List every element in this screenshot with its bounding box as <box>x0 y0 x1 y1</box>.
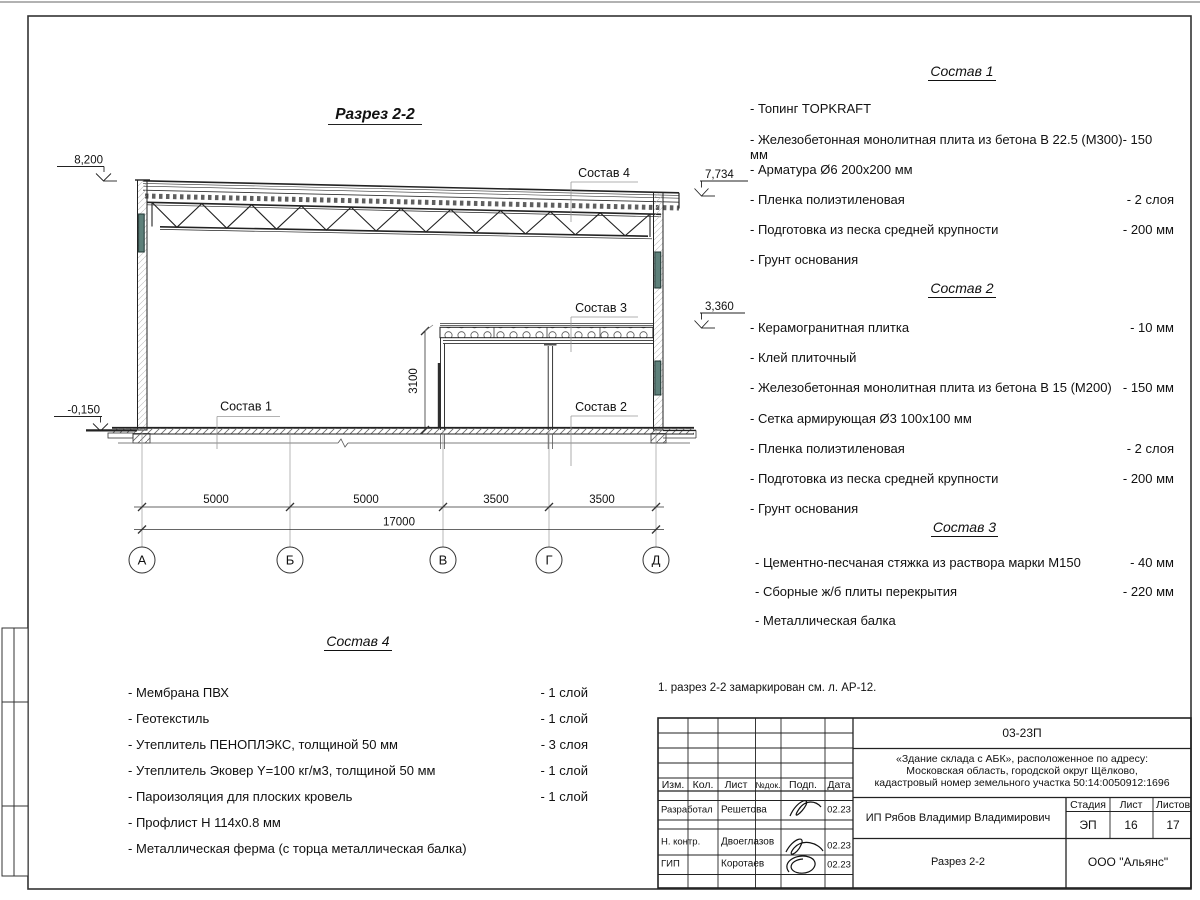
dim-5000-a: 5000 <box>203 494 229 506</box>
axis-b: Б <box>285 552 295 568</box>
tb-col-ndok: №док. <box>755 780 781 790</box>
tb-col-podp: Подп. <box>789 779 817 791</box>
item-text: - Подготовка из песка средней крупности <box>750 222 999 237</box>
item-text: - Профлист Н 114x0.8 мм <box>128 815 281 830</box>
sheet-note: 1. разрез 2-2 замаркирован см. л. АР-12. <box>658 682 877 694</box>
item-qty: - 2 слоя <box>1126 441 1174 456</box>
tb-name-reshetova: Решетова <box>721 804 767 816</box>
tb-doc-code: 03-23П <box>1002 726 1042 740</box>
elev-8200-value: 8,200 <box>74 154 103 167</box>
tb-role-nkontr: Н. контр. <box>661 836 701 848</box>
tb-section-name: Разрез 2-2 <box>930 856 986 868</box>
elev-7734-value: 7,734 <box>705 169 734 181</box>
item-qty: - 220 мм <box>1122 584 1174 599</box>
roof-truss <box>147 202 661 239</box>
item-qty: - 200 мм <box>1122 471 1174 486</box>
item-text: - Арматура Ø6 200x200 мм <box>750 162 913 177</box>
dim-3100-value: 3100 <box>408 368 420 394</box>
item-text: - Грунт основания <box>750 252 859 267</box>
dim-3100 <box>408 325 433 434</box>
tb-date-3: 02.23 <box>827 859 851 871</box>
signature-korotaev <box>787 856 815 873</box>
dim-total: 17000 <box>383 516 415 529</box>
tb-col-list: Лист <box>724 779 748 791</box>
item-qty: - 150 мм <box>1122 380 1174 395</box>
tb-org: ООО "Альянс" <box>1087 855 1169 869</box>
item-text: - Мембрана ПВХ <box>128 685 229 700</box>
axis-d: Д <box>651 552 661 568</box>
item-text: - Пароизоляция для плоских кровель <box>128 789 353 804</box>
item-qty: - 200 мм <box>1122 222 1174 237</box>
comp2-title: Состав 2 <box>930 280 994 296</box>
elevation-minus0150 <box>54 417 114 432</box>
item-text: - Утеплитель Эковер Y=100 кг/м3, толщиной 50 мм <box>128 763 436 778</box>
signature-reshetova <box>790 801 821 816</box>
item-qty: - 1 слой <box>540 685 588 700</box>
dim-5000-b: 5000 <box>353 494 379 506</box>
tb-date-1: 02.23 <box>827 804 851 816</box>
item-qty: - 1 слой <box>540 763 588 778</box>
axis-bubbles <box>129 547 669 573</box>
tb-sheet-value: 16 <box>1124 818 1138 832</box>
tb-stage-label: Стадия <box>1070 799 1106 811</box>
item-text: - Подготовка из песка средней крупности <box>750 471 999 486</box>
comp4-title: Состав 4 <box>326 633 390 649</box>
item-qty: - 10 мм <box>1130 320 1174 335</box>
callout-sostav1: Состав 1 <box>220 399 272 414</box>
elevation-7734 <box>695 181 749 196</box>
elevation-8200 <box>57 167 117 182</box>
callout-sostav2: Состав 2 <box>575 400 627 414</box>
dim-3500-a: 3500 <box>483 494 509 506</box>
tb-stage-value: ЭП <box>1079 818 1097 832</box>
axis-v: В <box>438 552 448 568</box>
item-text: - Керамогранитная плитка <box>750 320 910 335</box>
item-text: - Металлическая ферма (с торца металлическая балка) <box>128 841 467 856</box>
tb-date-2: 02.23 <box>827 840 851 852</box>
tb-role-razrabotal: Разработал <box>661 804 713 816</box>
item-text: - Цементно-песчаная стяжка из раствора марки М150 <box>755 555 1081 570</box>
left-margin-table <box>2 628 28 876</box>
item-text: - Железобетонная монолитная плита из бетона В 15 (М200) <box>750 380 1112 395</box>
tb-object-line2: Московская область, городской округ Щёлково, <box>906 765 1138 777</box>
item-text: - Клей плиточный <box>750 350 857 365</box>
comp1-title: Состав 1 <box>930 63 994 79</box>
item-text: - Утеплитель ПЕНОПЛЭКС, толщиной 50 мм <box>128 737 398 752</box>
tb-sheet-label: Лист <box>1119 799 1143 811</box>
tb-role-gip: ГИП <box>661 858 680 870</box>
item-qty: - 1 слой <box>540 711 588 726</box>
item-qty: - 1 слой <box>540 789 588 804</box>
item-text: - Пленка полиэтиленовая <box>750 441 905 456</box>
callout-sostav4: Состав 4 <box>578 166 630 180</box>
drawing-title: Разрез 2-2 <box>335 106 415 123</box>
tb-col-kol: Кол. <box>692 779 714 791</box>
item-text: - Сетка армирующая Ø3 100x100 мм <box>750 411 972 426</box>
elevation-values <box>67 155 734 417</box>
item-qty: - 3 слоя <box>540 737 588 752</box>
elevation-3360 <box>695 313 746 328</box>
tb-name-dvoeglazov: Двоеглазов <box>721 836 775 848</box>
item-text: - Металлическая балка <box>755 613 896 628</box>
elev-3360-value: 3,360 <box>705 301 734 313</box>
tb-sheets-label: Листов <box>1155 799 1191 811</box>
mezzanine <box>438 324 653 431</box>
tb-col-data: Дата <box>827 779 851 791</box>
tb-col-izm: Изм. <box>661 779 685 791</box>
floor-slab <box>86 428 696 449</box>
tb-client: ИП Рябов Владимир Владимирович <box>865 812 1051 824</box>
signatures <box>786 801 823 873</box>
tb-object-line1: «Здание склада с АБК», расположенное по адресу: <box>896 753 1148 765</box>
axis-g: Г <box>545 552 553 568</box>
tb-sheets-value: 17 <box>1166 818 1180 832</box>
item-text: - Грунт основания <box>750 501 859 516</box>
comp3-title: Состав 3 <box>932 519 997 535</box>
tb-object-line3: кадастровый номер земельного участка 50:14:0050912:1696 <box>874 777 1170 789</box>
item-text: - Пленка полиэтиленовая <box>750 192 905 207</box>
dimension-values <box>203 494 615 529</box>
axis-a: А <box>137 552 147 568</box>
item-text: - Геотекстиль <box>128 711 210 726</box>
elev-minus0150-value: -0,150 <box>67 404 100 417</box>
item-text: - Сборные ж/б плиты перекрытия <box>755 584 958 599</box>
tb-name-korotaev: Коротаев <box>721 858 765 870</box>
item-text: - Железобетонная монолитная плита из бетона В 22.5 (М300)- 150 мм <box>750 132 1153 162</box>
dim-3500-b: 3500 <box>589 494 615 506</box>
item-text: - Топинг TOPKRAFT <box>750 101 872 116</box>
signature-dvoeglazov <box>786 839 823 854</box>
item-qty: - 2 слоя <box>1126 192 1174 207</box>
callout-sostav3: Состав 3 <box>575 301 627 315</box>
item-qty: - 40 мм <box>1130 555 1174 570</box>
